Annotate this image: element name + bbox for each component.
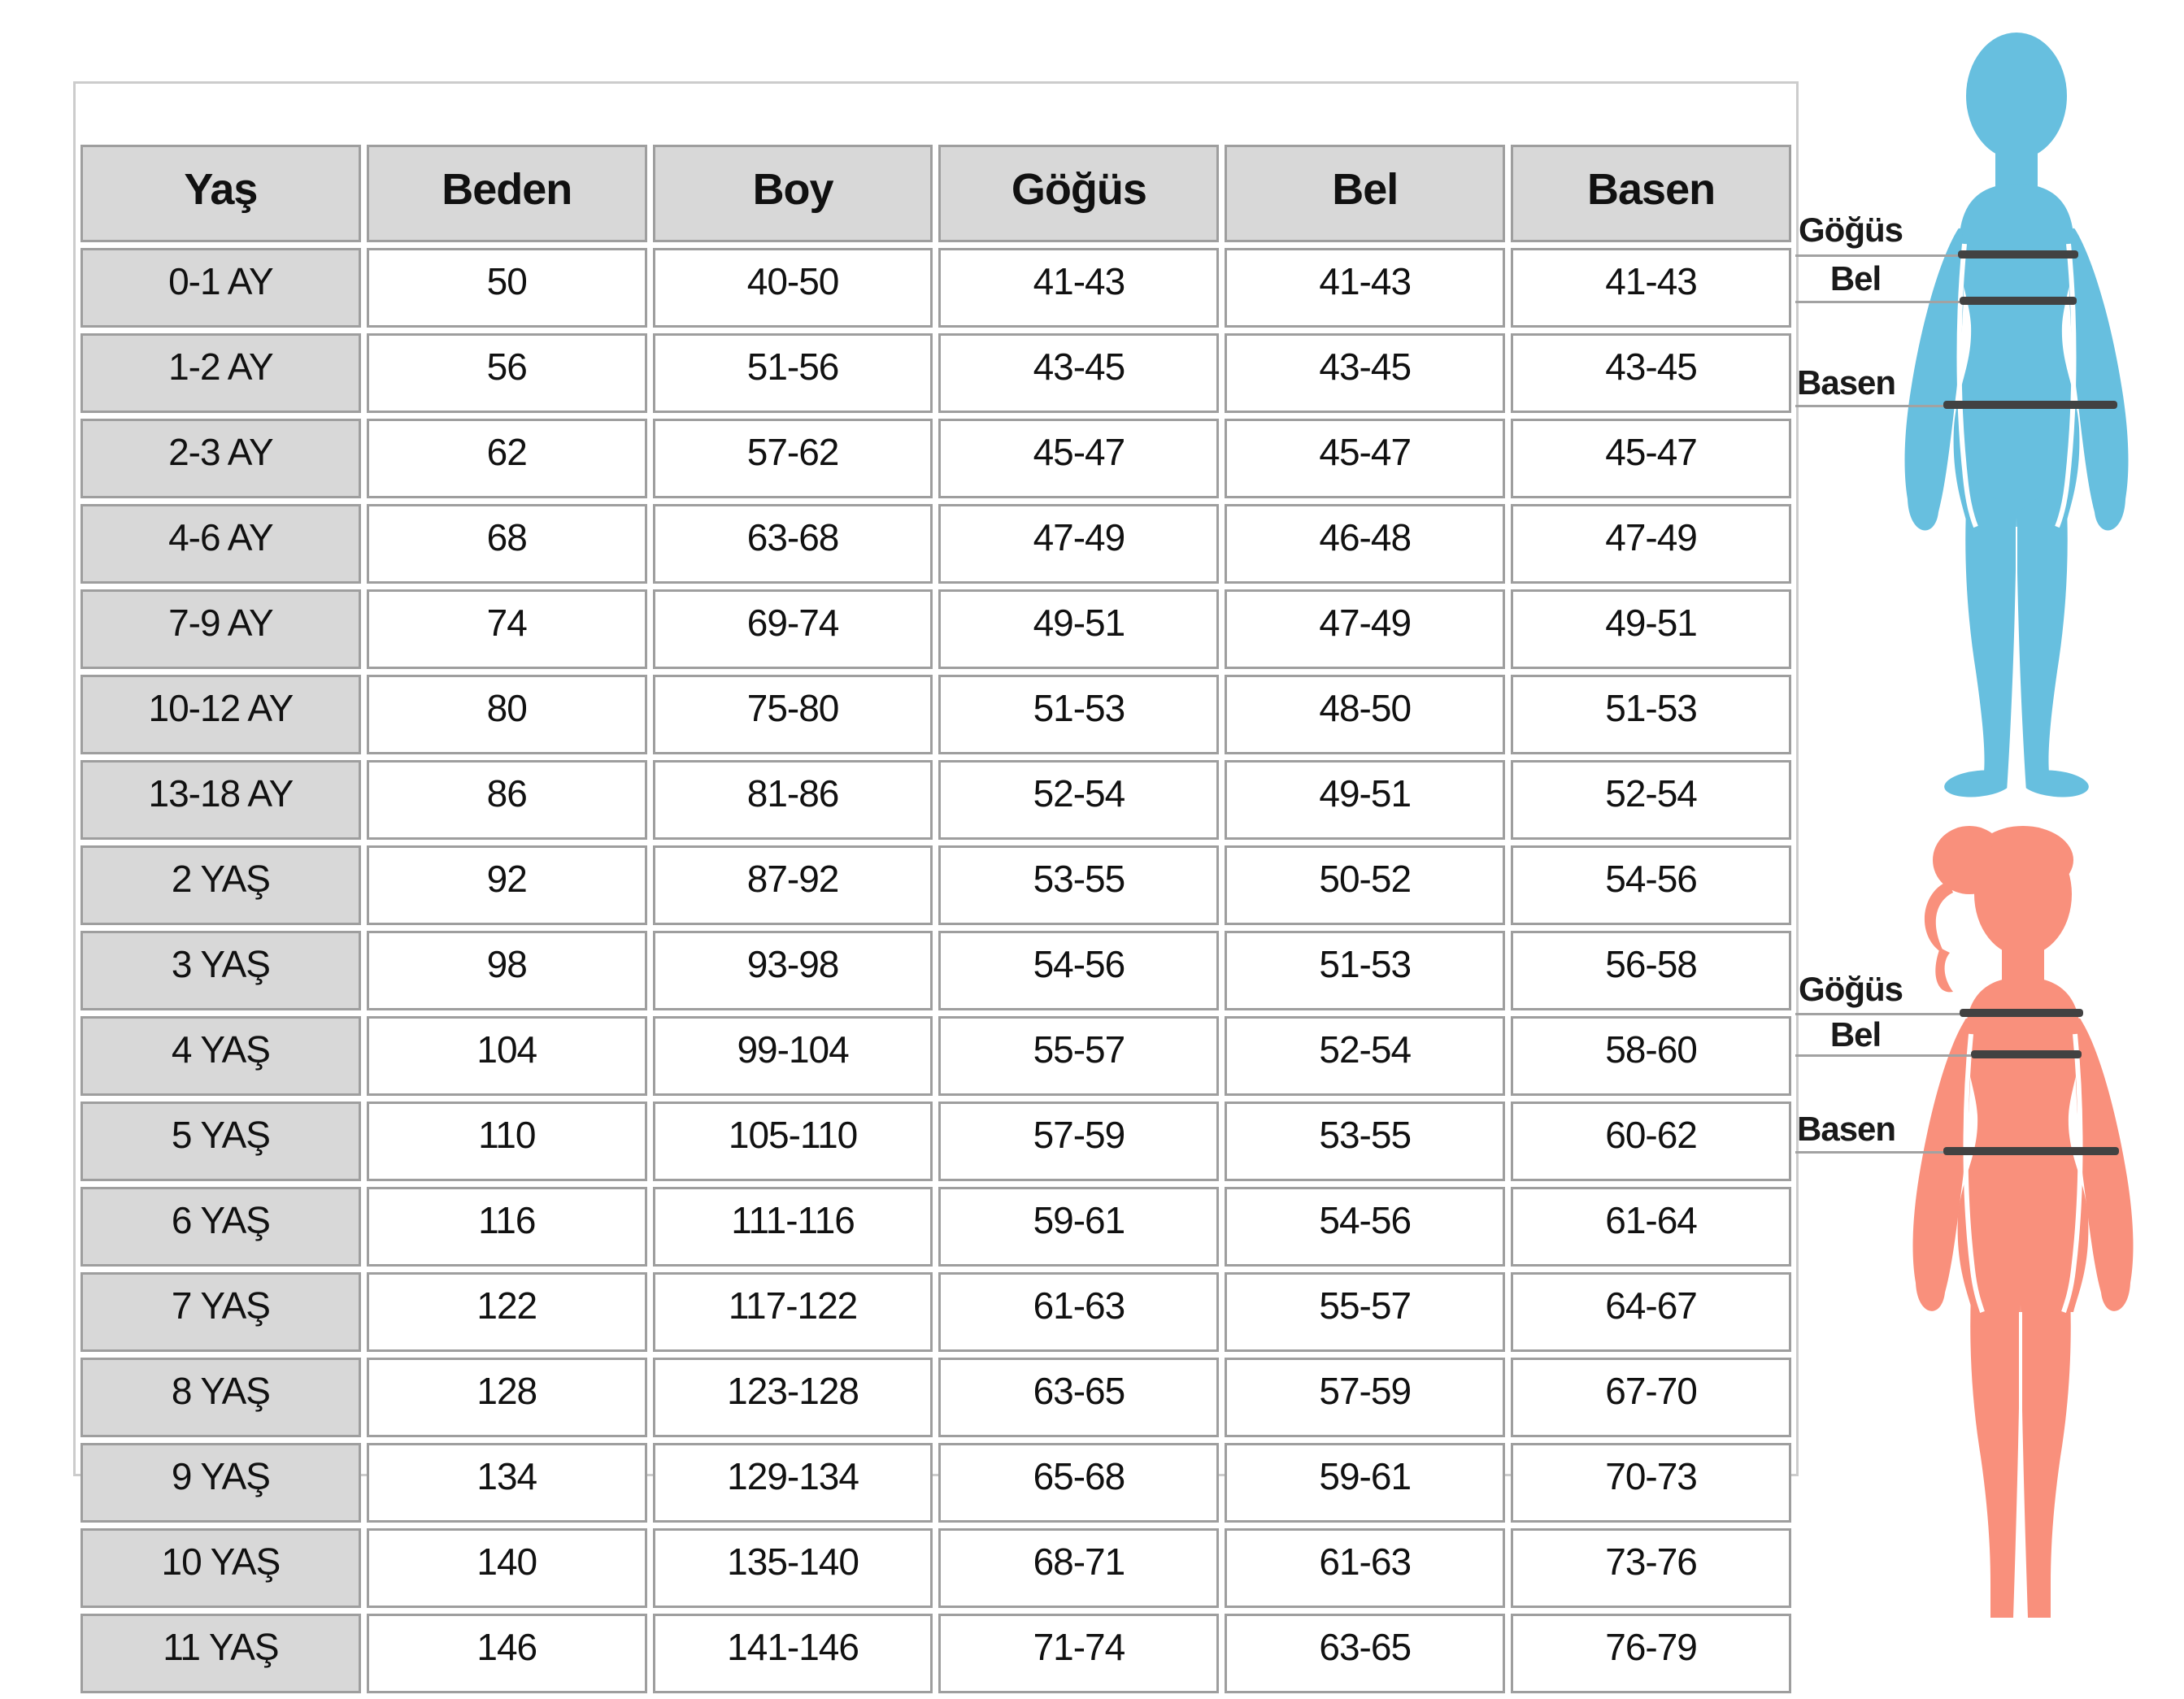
girl-hip-leader-line <box>1795 1151 1943 1154</box>
table-row <box>80 1528 1791 1608</box>
table-row <box>80 1358 1791 1437</box>
girl-hip-measure-line <box>1943 1147 2119 1155</box>
value-cell: 57-62 <box>653 419 933 498</box>
row-label-cell: 9 YAŞ <box>80 1443 361 1523</box>
value-cell: 140 <box>367 1528 647 1608</box>
value-cell: 110 <box>367 1102 647 1181</box>
girl-silhouette-graphic <box>1895 803 2147 1618</box>
column-header: Göğüs <box>938 145 1219 242</box>
girl-waist-leader-line <box>1795 1054 1971 1057</box>
girl-chest-label: Göğüs <box>1799 970 1903 1008</box>
girl-waist-label: Bel <box>1829 1015 1882 1054</box>
value-cell: 64-67 <box>1511 1272 1791 1352</box>
value-cell: 76-79 <box>1511 1614 1791 1693</box>
value-cell: 40-50 <box>653 248 933 328</box>
value-cell: 60-62 <box>1511 1102 1791 1181</box>
value-cell: 87-92 <box>653 845 933 925</box>
table-row <box>80 675 1791 754</box>
table-row <box>80 931 1791 1010</box>
value-cell: 54-56 <box>1511 845 1791 925</box>
girl-silhouette <box>1895 803 2147 1618</box>
value-cell: 146 <box>367 1614 647 1693</box>
value-cell: 51-53 <box>938 675 1219 754</box>
value-cell: 52-54 <box>938 760 1219 840</box>
value-cell: 135-140 <box>653 1528 933 1608</box>
table-row <box>80 333 1791 413</box>
row-label-cell: 4-6 AY <box>80 504 361 584</box>
value-cell: 55-57 <box>938 1016 1219 1096</box>
column-header: Yaş <box>80 145 361 242</box>
value-cell: 50 <box>367 248 647 328</box>
value-cell: 63-68 <box>653 504 933 584</box>
value-cell: 141-146 <box>653 1614 933 1693</box>
value-cell: 128 <box>367 1358 647 1437</box>
value-cell: 45-47 <box>1511 419 1791 498</box>
value-cell: 47-49 <box>1225 589 1505 669</box>
table-row <box>80 1614 1791 1693</box>
table-row <box>80 760 1791 840</box>
value-cell: 67-70 <box>1511 1358 1791 1437</box>
value-cell: 51-53 <box>1225 931 1505 1010</box>
value-cell: 57-59 <box>1225 1358 1505 1437</box>
value-cell: 122 <box>367 1272 647 1352</box>
girl-waist-measure-line <box>1971 1050 2082 1058</box>
boy-hip-measure-line <box>1943 401 2117 409</box>
value-cell: 56 <box>367 333 647 413</box>
size-table <box>75 139 1797 1699</box>
value-cell: 59-61 <box>938 1187 1219 1267</box>
value-cell: 86 <box>367 760 647 840</box>
value-cell: 134 <box>367 1443 647 1523</box>
row-label-cell: 3 YAŞ <box>80 931 361 1010</box>
value-cell: 43-45 <box>1511 333 1791 413</box>
value-cell: 59-61 <box>1225 1443 1505 1523</box>
value-cell: 46-48 <box>1225 504 1505 584</box>
value-cell: 53-55 <box>1225 1102 1505 1181</box>
value-cell: 54-56 <box>938 931 1219 1010</box>
boy-waist-label: Bel <box>1829 259 1882 298</box>
value-cell: 57-59 <box>938 1102 1219 1181</box>
value-cell: 117-122 <box>653 1272 933 1352</box>
girl-hip-label: Basen <box>1797 1110 1896 1148</box>
value-cell: 63-65 <box>1225 1614 1505 1693</box>
boy-silhouette-graphic <box>1895 24 2138 801</box>
value-cell: 68 <box>367 504 647 584</box>
value-cell: 41-43 <box>1511 248 1791 328</box>
value-cell: 61-64 <box>1511 1187 1791 1267</box>
value-cell: 93-98 <box>653 931 933 1010</box>
value-cell: 48-50 <box>1225 675 1505 754</box>
value-cell: 105-110 <box>653 1102 933 1181</box>
value-cell: 58-60 <box>1511 1016 1791 1096</box>
table-row <box>80 1016 1791 1096</box>
table-row <box>80 1443 1791 1523</box>
value-cell: 68-71 <box>938 1528 1219 1608</box>
row-label-cell: 10-12 AY <box>80 675 361 754</box>
value-cell: 104 <box>367 1016 647 1096</box>
value-cell: 47-49 <box>1511 504 1791 584</box>
value-cell: 52-54 <box>1511 760 1791 840</box>
boy-chest-measure-line <box>1958 250 2078 259</box>
value-cell: 61-63 <box>1225 1528 1505 1608</box>
value-cell: 111-116 <box>653 1187 933 1267</box>
column-header: Basen <box>1511 145 1791 242</box>
header-row <box>80 145 1791 242</box>
row-label-cell: 0-1 AY <box>80 248 361 328</box>
value-cell: 75-80 <box>653 675 933 754</box>
value-cell: 69-74 <box>653 589 933 669</box>
row-label-cell: 4 YAŞ <box>80 1016 361 1096</box>
row-label-cell: 11 YAŞ <box>80 1614 361 1693</box>
boy-waist-leader-line <box>1795 301 1960 303</box>
table-row <box>80 845 1791 925</box>
value-cell: 52-54 <box>1225 1016 1505 1096</box>
value-cell: 49-51 <box>1511 589 1791 669</box>
value-cell: 98 <box>367 931 647 1010</box>
row-label-cell: 6 YAŞ <box>80 1187 361 1267</box>
column-header: Boy <box>653 145 933 242</box>
value-cell: 50-52 <box>1225 845 1505 925</box>
value-cell: 51-53 <box>1511 675 1791 754</box>
row-label-cell: 10 YAŞ <box>80 1528 361 1608</box>
value-cell: 53-55 <box>938 845 1219 925</box>
row-label-cell: 2-3 AY <box>80 419 361 498</box>
table-row <box>80 419 1791 498</box>
value-cell: 41-43 <box>1225 248 1505 328</box>
row-label-cell: 1-2 AY <box>80 333 361 413</box>
value-cell: 80 <box>367 675 647 754</box>
table-row <box>80 248 1791 328</box>
value-cell: 92 <box>367 845 647 925</box>
value-cell: 62 <box>367 419 647 498</box>
value-cell: 55-57 <box>1225 1272 1505 1352</box>
value-cell: 65-68 <box>938 1443 1219 1523</box>
value-cell: 61-63 <box>938 1272 1219 1352</box>
value-cell: 47-49 <box>938 504 1219 584</box>
table-row <box>80 1102 1791 1181</box>
value-cell: 43-45 <box>1225 333 1505 413</box>
value-cell: 45-47 <box>938 419 1219 498</box>
value-cell: 49-51 <box>938 589 1219 669</box>
row-label-cell: 8 YAŞ <box>80 1358 361 1437</box>
row-label-cell: 13-18 AY <box>80 760 361 840</box>
boy-waist-measure-line <box>1960 297 2077 305</box>
value-cell: 49-51 <box>1225 760 1505 840</box>
girl-chest-measure-line <box>1960 1009 2083 1017</box>
value-cell: 73-76 <box>1511 1528 1791 1608</box>
boy-hip-leader-line <box>1795 405 1943 407</box>
column-header: Beden <box>367 145 647 242</box>
table-row <box>80 589 1791 669</box>
value-cell: 54-56 <box>1225 1187 1505 1267</box>
column-header: Bel <box>1225 145 1505 242</box>
value-cell: 81-86 <box>653 760 933 840</box>
value-cell: 74 <box>367 589 647 669</box>
value-cell: 71-74 <box>938 1614 1219 1693</box>
row-label-cell: 5 YAŞ <box>80 1102 361 1181</box>
boy-hip-label: Basen <box>1797 363 1896 402</box>
value-cell: 116 <box>367 1187 647 1267</box>
boy-chest-leader-line <box>1795 254 1958 257</box>
row-label-cell: 7-9 AY <box>80 589 361 669</box>
table-row <box>80 1187 1791 1267</box>
boy-silhouette <box>1895 24 2138 801</box>
boy-chest-label: Göğüs <box>1799 211 1903 249</box>
value-cell: 70-73 <box>1511 1443 1791 1523</box>
value-cell: 56-58 <box>1511 931 1791 1010</box>
value-cell: 99-104 <box>653 1016 933 1096</box>
value-cell: 129-134 <box>653 1443 933 1523</box>
size-table-head <box>80 145 1791 242</box>
value-cell: 51-56 <box>653 333 933 413</box>
row-label-cell: 2 YAŞ <box>80 845 361 925</box>
value-cell: 63-65 <box>938 1358 1219 1437</box>
value-cell: 41-43 <box>938 248 1219 328</box>
table-row <box>80 1272 1791 1352</box>
size-table-body <box>80 248 1791 1693</box>
value-cell: 43-45 <box>938 333 1219 413</box>
row-label-cell: 7 YAŞ <box>80 1272 361 1352</box>
value-cell: 45-47 <box>1225 419 1505 498</box>
table-row <box>80 504 1791 584</box>
value-cell: 123-128 <box>653 1358 933 1437</box>
